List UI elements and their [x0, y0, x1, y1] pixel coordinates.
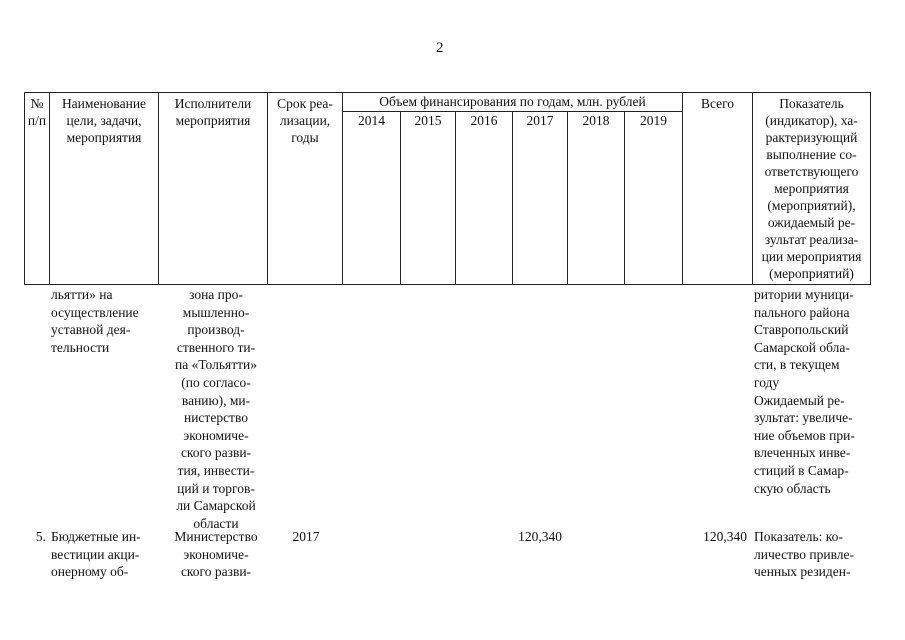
continued-name-cell: льятти» на осуществление уставной дея- тельности: [51, 287, 139, 355]
header-term: Срок реа- лизации, годы: [268, 93, 343, 285]
header-year-2015: 2015: [401, 111, 456, 284]
header-year-2017: 2017: [513, 111, 568, 284]
header-executors: Исполнители мероприятия: [159, 93, 268, 285]
row5-num: 5.: [35, 529, 46, 544]
row5-total: 120,340: [703, 529, 747, 544]
header-year-2018: 2018: [568, 111, 625, 284]
table-header: [24, 92, 871, 285]
continued-indicator-cell: ритории муници- пального района Ставропольский Самарской обла- сти, в текущем году Ожидаемый ре- зультат: увеличе- ние объемов при- влеченных инве- стиций в Самар- скую область: [754, 287, 855, 496]
header-year-2014: 2014: [343, 111, 401, 284]
continued-executors-cell: зона про- мышленно- производ- ственного ти- па «Тольятти» (по согласо- ванию), ми- нистерство экономиче- ского разви- тия, инвести- ций и торгов- ли Самарской области: [174, 287, 258, 531]
header-funding: Объем финансирования по годам, млн. рублей: [343, 93, 683, 112]
row5-indicator-cell: Показатель: ко- личество привле- ченных резиден-: [754, 529, 854, 580]
page-number: 2: [436, 40, 444, 56]
header-num: № п/п: [25, 93, 50, 285]
row5-executors-cell: Министерство экономиче- ского разви-: [174, 529, 258, 580]
header-name: Наименование цели, задачи, мероприятия: [50, 93, 159, 285]
row5-name-cell: Бюджетные ин- вестиции акци- онерному об-: [51, 529, 141, 580]
header-total: Всего: [683, 93, 753, 285]
header-indicator: Показатель (индикатор), ха- рактеризующий выполнение со- ответствующего мероприятия (мероприятий), ожидаемый ре- зультат реализа- ции мероприятия (мероприятий): [753, 93, 871, 285]
row5-term: 2017: [292, 529, 320, 544]
header-year-2016: 2016: [456, 111, 513, 284]
row5-value-2017: 120,340: [518, 529, 562, 544]
header-year-2019: 2019: [625, 111, 683, 284]
